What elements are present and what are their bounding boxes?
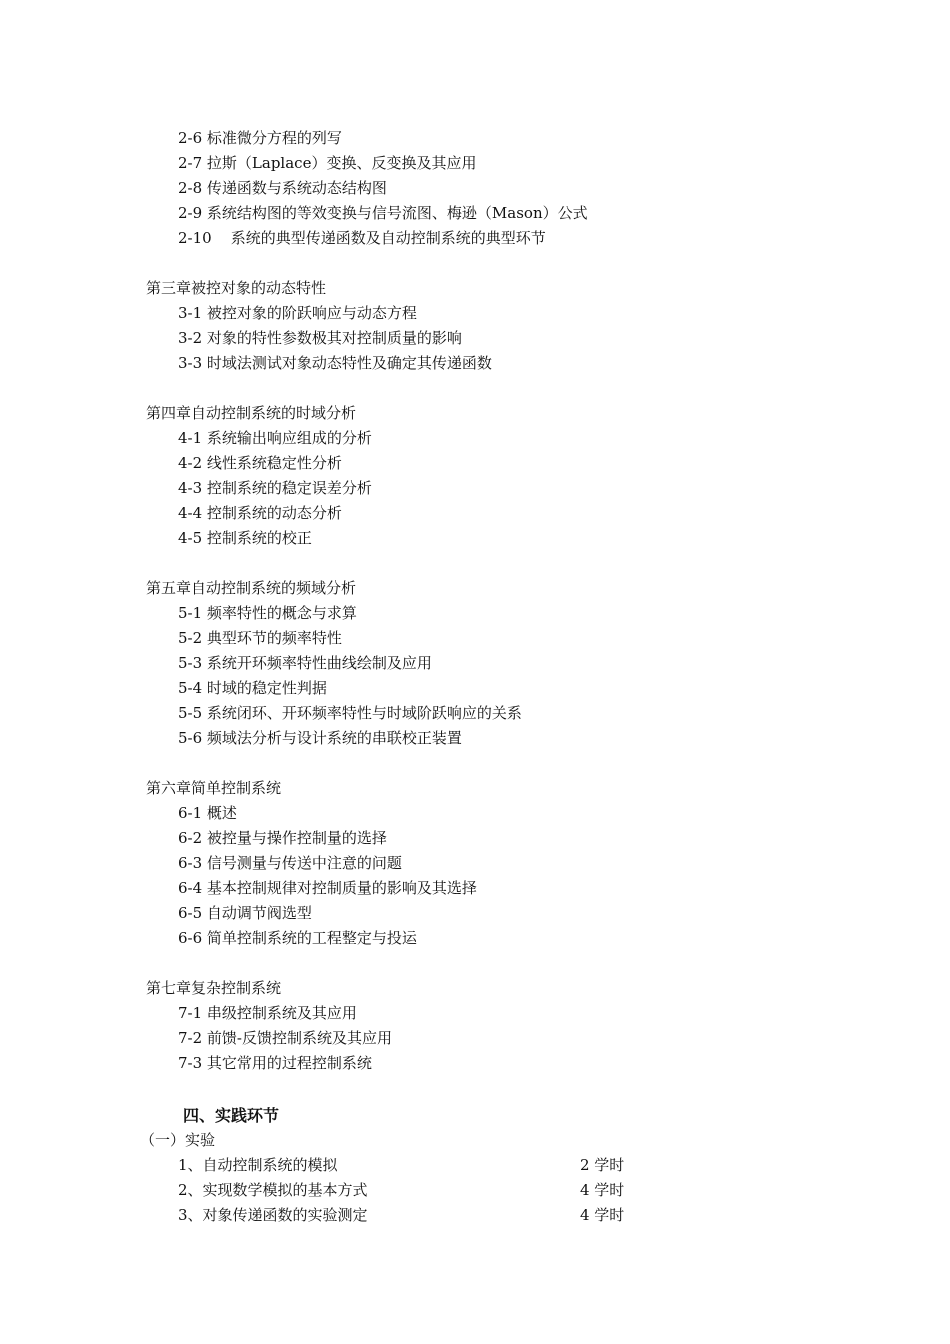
- chapter-3: [146, 276, 846, 376]
- outline-item: 5-1 频率特性的概念与求算: [178, 604, 357, 622]
- outline-item: 6-1 概述: [178, 804, 237, 822]
- outline-item: 6-5 自动调节阀选型: [178, 904, 312, 922]
- outline-item: 5-6 频域法分析与设计系统的串联校正装置: [178, 729, 462, 747]
- outline-item: 5-2 典型环节的频率特性: [178, 629, 342, 647]
- chapter-2-continuation: [146, 126, 846, 251]
- outline-item: 4-2 线性系统稳定性分析: [178, 454, 342, 472]
- outline-item: 2-7 拉斯（Laplace）变换、反变换及其应用: [178, 154, 477, 172]
- chapter-7: [146, 976, 846, 1076]
- outline-item: 6-6 简单控制系统的工程整定与投运: [178, 929, 417, 947]
- outline-item: 6-2 被控量与操作控制量的选择: [178, 829, 387, 847]
- outline-item: 4-5 控制系统的校正: [178, 529, 312, 547]
- outline-item: 7-2 前馈-反馈控制系统及其应用: [178, 1029, 392, 1047]
- outline-item: 7-3 其它常用的过程控制系统: [178, 1054, 372, 1072]
- chapter-title: 第七章复杂控制系统: [146, 979, 282, 997]
- chapter-5: [146, 576, 846, 751]
- outline-item: 3-3 时域法测试对象动态特性及确定其传递函数: [178, 354, 492, 372]
- outline-item: 6-3 信号测量与传送中注意的问题: [178, 854, 402, 872]
- outline-item: 4-4 控制系统的动态分析: [178, 504, 342, 522]
- lab-name: 3、对象传递函数的实验测定: [178, 1206, 368, 1224]
- outline-item: 6-4 基本控制规律对控制质量的影响及其选择: [178, 879, 477, 897]
- lab-name: 1、自动控制系统的模拟: [178, 1156, 338, 1174]
- chapter-6: [146, 776, 846, 951]
- outline-item: 2-10 系统的典型传递函数及自动控制系统的典型环节: [178, 229, 546, 247]
- experiments-subtitle: （一）实验: [140, 1131, 216, 1149]
- document-page: [140, 126, 846, 1228]
- lab-row: [146, 1153, 846, 1178]
- outline-item: 5-4 时域的稳定性判据: [178, 679, 327, 697]
- lab-name: 2、实现数学模拟的基本方式: [178, 1181, 368, 1199]
- lab-row: [146, 1203, 846, 1228]
- chapter-title: 第四章自动控制系统的时域分析: [146, 404, 357, 422]
- lab-row: [146, 1178, 846, 1203]
- outline-item: 3-2 对象的特性参数极其对控制质量的影响: [178, 329, 462, 347]
- outline-item: 5-3 系统开环频率特性曲线绘制及应用: [178, 654, 432, 672]
- lab-list: [146, 1153, 846, 1228]
- chapter-title: 第六章简单控制系统: [146, 779, 282, 797]
- chapter-title: 第五章自动控制系统的频域分析: [146, 579, 357, 597]
- outline-item: 2-9 系统结构图的等效变换与信号流图、梅逊（Mason）公式: [178, 204, 588, 222]
- lab-hours: 4 学时: [580, 1181, 625, 1199]
- outline-item: 4-1 系统输出响应组成的分析: [178, 429, 372, 447]
- outline-item: 2-6 标准微分方程的列写: [178, 129, 342, 147]
- outline-item: 3-1 被控对象的阶跃响应与动态方程: [178, 304, 417, 322]
- outline-item: 4-3 控制系统的稳定误差分析: [178, 479, 372, 497]
- chapter-title: 第三章被控对象的动态特性: [146, 279, 327, 297]
- lab-hours: 2 学时: [580, 1156, 625, 1174]
- outline-item: 5-5 系统闭环、开环频率特性与时域阶跃响应的关系: [178, 704, 522, 722]
- practice-section-title: 四、实践环节: [183, 1106, 280, 1125]
- chapter-4: [146, 401, 846, 551]
- outline-item: 7-1 串级控制系统及其应用: [178, 1004, 357, 1022]
- lab-hours: 4 学时: [580, 1206, 625, 1224]
- outline-item: 2-8 传递函数与系统动态结构图: [178, 179, 387, 197]
